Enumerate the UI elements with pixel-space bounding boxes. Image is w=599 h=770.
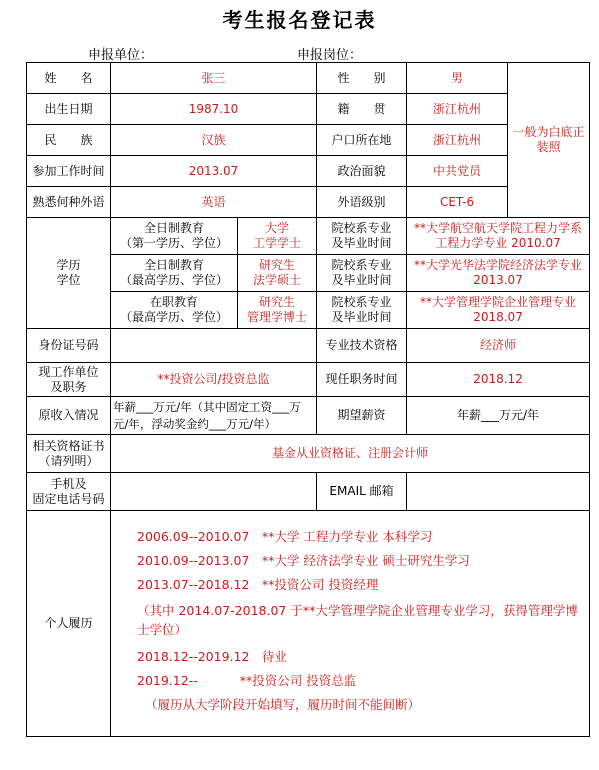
resume-entry: 2006.09--2010.07 **大学 工程力学专业 本科学习: [137, 529, 433, 544]
work-start-value[interactable]: 2013.07: [111, 156, 317, 187]
income-label: 原收入情况: [27, 397, 111, 435]
edu-kind-fulltime-highest: [111, 255, 238, 292]
birth-value[interactable]: 1987.10: [111, 94, 317, 125]
expected-salary-label: 期望薪资: [317, 397, 407, 435]
expected-salary-value[interactable]: 年薪___万元/年: [407, 397, 590, 435]
work-start-label: 参加工作时间: [27, 156, 111, 187]
photo-placeholder[interactable]: 一般为白底正装照: [508, 63, 590, 218]
phone-label-line2: 固定电话号码: [32, 491, 105, 506]
gender-value[interactable]: 男: [407, 63, 508, 94]
certificate-label: [27, 435, 111, 473]
certificate-label-line2: （请列明）: [38, 453, 99, 468]
hukou-value[interactable]: 浙江杭州: [407, 125, 508, 156]
resume-entry: 2010.09--2013.07 **大学 经济法学专业 硕士研究生学习: [137, 553, 470, 568]
name-value[interactable]: 张三: [111, 63, 317, 94]
form-title: 考生报名登记表: [222, 8, 377, 32]
resume-footnote: （履历从大学阶段开始填写，履历时间不能间断）: [145, 697, 421, 712]
edu-school-label-line2: 及毕业时间: [331, 310, 392, 324]
edu-kind-line2: （最高学历、学位）: [119, 310, 228, 324]
native-value[interactable]: 浙江杭州: [407, 94, 508, 125]
language-value[interactable]: 英语: [111, 187, 317, 218]
edu-kind-line2: （第一学历、学位）: [119, 236, 228, 250]
id-label: 身份证号码: [27, 329, 111, 363]
resume-entry-date: 2019.12--: [137, 673, 198, 688]
education-label-line1: 学历: [56, 258, 81, 272]
edu-degree-line1: 研究生: [259, 295, 296, 309]
resume-entry-note: （其中 2014.07-2018.07 于**大学管理学院企业管理专业学习，获得管理学博士学位）: [137, 603, 578, 637]
email-label: EMAIL 邮箱: [317, 473, 407, 511]
language-level-value[interactable]: CET-6: [407, 187, 508, 218]
native-label: 籍 贯: [317, 94, 407, 125]
resume-entry: [137, 669, 589, 693]
certificate-value[interactable]: 基金从业资格证、注册会计师: [111, 435, 590, 473]
unit-label: 申报单位：: [88, 48, 154, 63]
edu-school-label-first: [317, 218, 407, 255]
certificate-label-line1: 相关资格证书: [32, 438, 105, 453]
current-job-value[interactable]: **投资公司/投资总监: [111, 363, 317, 397]
edu-degree-line2: 工学学士: [253, 236, 302, 250]
phone-label: [27, 473, 111, 511]
edu-school-label-line1: 院校系专业: [331, 221, 392, 235]
edu-degree-line1: 大学: [265, 221, 290, 235]
birth-label: 出生日期: [27, 94, 111, 125]
education-label-line2: 学位: [56, 273, 81, 287]
edu-kind-line1: 在职教育: [149, 295, 198, 309]
edu-school-value-highest[interactable]: **大学光华法学院经济法学专业 2013.07: [407, 255, 590, 292]
politics-label: 政治面貌: [317, 156, 407, 187]
email-value[interactable]: [407, 473, 590, 511]
edu-kind-line1: 全日制教育: [143, 221, 204, 235]
resume-label: 个人履历: [27, 511, 111, 737]
edu-degree-line1: 研究生: [259, 258, 296, 272]
edu-degree-first[interactable]: [238, 218, 317, 255]
edu-kind-parttime: [111, 292, 238, 329]
gender-label: 性 别: [317, 63, 407, 94]
income-value[interactable]: 年薪___万元/年（其中固定工资___万元/年，浮动奖金约___万元/年）: [111, 397, 317, 435]
edu-kind-line2: （最高学历、学位）: [119, 273, 228, 287]
edu-school-value-parttime[interactable]: **大学管理学院企业管理专业 2018.07: [407, 292, 590, 329]
edu-kind-fulltime-first: [111, 218, 238, 255]
edu-degree-line2: 管理学博士: [247, 310, 308, 324]
qualification-label: 专业技术资格: [317, 329, 407, 363]
current-job-label-line1: 现工作单位: [38, 364, 99, 379]
current-job-time-label: 现任职务时间: [317, 363, 407, 397]
resume-entry: 2018.12--2019.12 待业: [137, 649, 287, 664]
phone-value[interactable]: [111, 473, 317, 511]
ethnic-label: 民 族: [27, 125, 111, 156]
language-level-label: 外语级别: [317, 187, 407, 218]
qualification-value[interactable]: 经济师: [407, 329, 590, 363]
edu-degree-line2: 法学硕士: [253, 273, 302, 287]
current-job-time-value[interactable]: 2018.12: [407, 363, 590, 397]
edu-kind-line1: 全日制教育: [143, 258, 204, 272]
current-job-label: [27, 363, 111, 397]
ethnic-value[interactable]: 汉族: [111, 125, 317, 156]
language-label: 熟悉何种外语: [27, 187, 111, 218]
resume-entry: 2013.07--2018.12 **投资公司 投资经理: [137, 577, 379, 592]
edu-school-label-line2: 及毕业时间: [331, 236, 392, 250]
edu-school-label-line1: 院校系专业: [331, 258, 392, 272]
hukou-label: 户口所在地: [317, 125, 407, 156]
edu-school-value-first[interactable]: **大学航空航天学院工程力学系工程力学专业 2010.07: [407, 218, 590, 255]
edu-school-label-parttime: [317, 292, 407, 329]
id-value[interactable]: [111, 329, 317, 363]
education-label: [27, 218, 111, 329]
resume-content[interactable]: [111, 511, 590, 737]
edu-degree-parttime[interactable]: [238, 292, 317, 329]
edu-school-label-line1: 院校系专业: [331, 295, 392, 309]
politics-value[interactable]: 中共党员: [407, 156, 508, 187]
resume-entry-desc: **投资公司 投资总监: [239, 673, 357, 688]
current-job-label-line2: 及职务: [50, 379, 87, 394]
registration-table: [26, 62, 590, 737]
post-label: 申报岗位：: [297, 48, 363, 63]
edu-school-label-highest: [317, 255, 407, 292]
edu-degree-highest[interactable]: [238, 255, 317, 292]
phone-label-line1: 手机及: [50, 476, 87, 491]
name-label: 姓 名: [27, 63, 111, 94]
edu-school-label-line2: 及毕业时间: [331, 273, 392, 287]
